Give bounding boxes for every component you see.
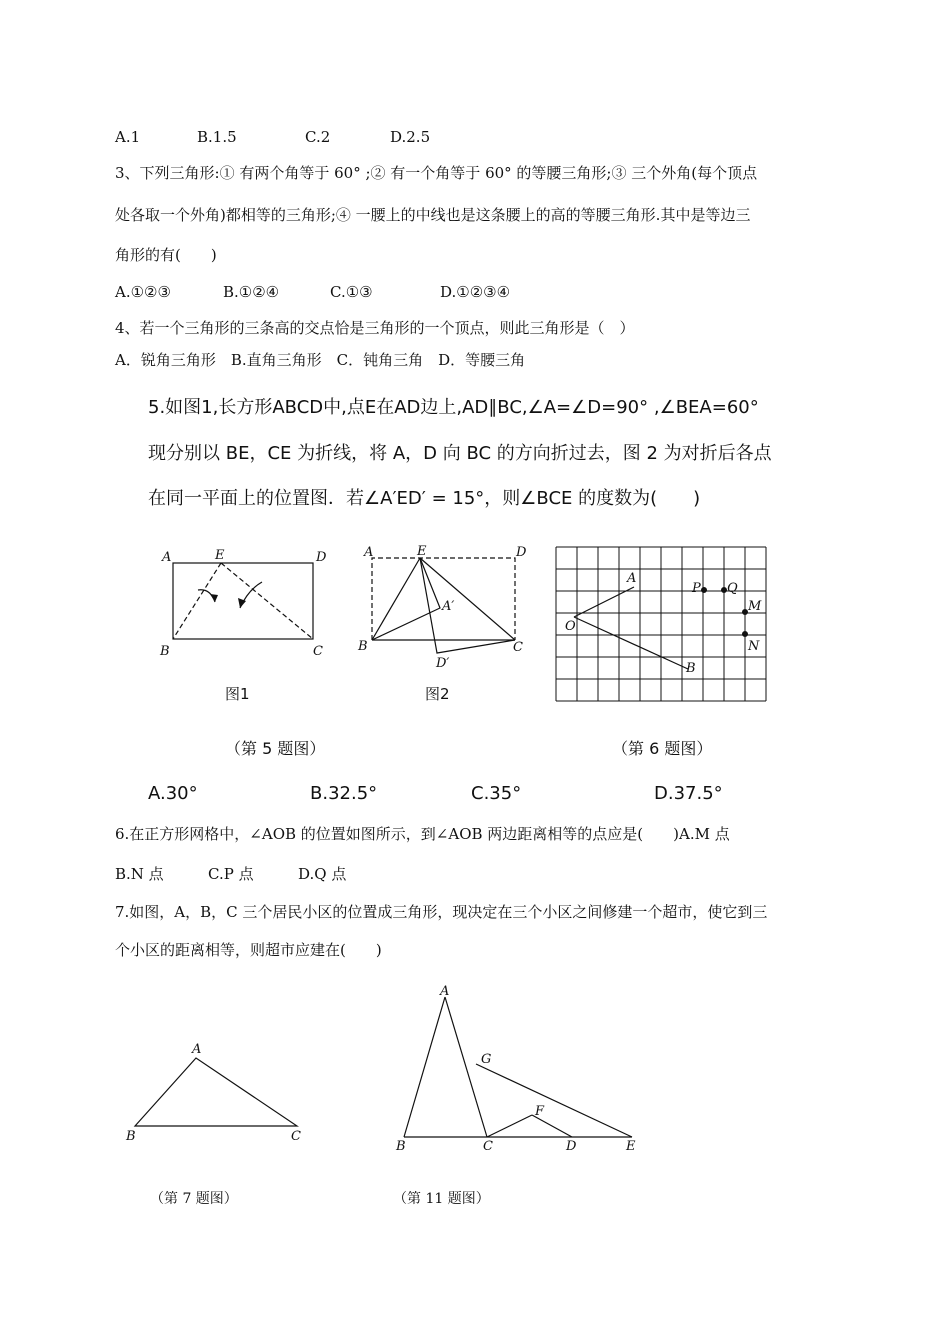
fig2-fold-d <box>420 558 515 653</box>
fig2-label-b: B <box>358 639 368 654</box>
q6-option-d: D.Q 点 <box>298 865 347 883</box>
figure-11 <box>404 997 632 1137</box>
point-m <box>743 610 748 615</box>
q2-option-c: C.2 <box>305 128 331 146</box>
fig11-side-ab <box>404 997 445 1137</box>
q5-option-c: C.35° <box>471 783 522 804</box>
q3-option-a: A.①②③ <box>115 283 171 301</box>
fig1-fold-ce <box>221 563 313 639</box>
fig1-label-d: D <box>316 550 327 565</box>
fig1-label-e: E <box>215 548 225 563</box>
q3-line2: 处各取一个外角)都相等的三角形;④ 一腰上的中线也是这条腰上的高的等腰三角形.其中是等边三 <box>115 206 751 224</box>
grid-label-m: M <box>748 599 762 614</box>
q5-line2: 现分别以 BE，CE 为折线，将 A，D 向 BC 的方向折过去，图 2 为对折后各点 <box>148 443 772 464</box>
fig11-line-ge <box>476 1064 632 1137</box>
grid-label-b: B <box>686 661 696 676</box>
q2-option-d: D.2.5 <box>390 128 431 146</box>
q3-option-c: C.①③ <box>330 283 373 301</box>
fig11-label-c: C <box>483 1139 493 1154</box>
fig2-fold-a <box>372 558 440 640</box>
grid-lines <box>556 547 766 701</box>
point-p <box>702 588 707 593</box>
point-q <box>722 588 727 593</box>
fig1-label-a: A <box>162 550 172 565</box>
fig2-side-ce <box>420 558 515 640</box>
fig11-label-d: D <box>566 1139 577 1154</box>
fig1-caption: 图1 <box>225 685 250 703</box>
q11-figure-caption: （第 11 题图） <box>393 1191 490 1207</box>
fig2-label-c: C <box>513 640 523 655</box>
q4-options: A．锐角三角形 B.直角三角形 C．钝角三角 D．等腰三角 <box>115 351 526 369</box>
q5-figure-caption: （第 5 题图） <box>225 739 326 758</box>
grid-label-o: O <box>565 619 576 634</box>
figure-1 <box>173 563 313 639</box>
ray-ob <box>574 617 688 669</box>
q6-line1: 6.在正方形网格中，∠AOB 的位置如图所示，到∠AOB 两边距离相等的点应是( )A.M 点 <box>115 825 730 843</box>
fig2-label-d-prime: D′ <box>436 656 450 671</box>
q7-line1: 7.如图，A，B，C 三个居民小区的位置成三角形，现决定在三个小区之间修建一个超市，使它到三 <box>115 903 768 921</box>
fig11-label-g: G <box>481 1052 492 1067</box>
fig2-caption: 图2 <box>425 685 450 703</box>
q3-line3: 角形的有( ) <box>115 246 217 264</box>
fig11-side-ac <box>445 997 487 1137</box>
q5-line3: 在同一平面上的位置图．若∠A′ED′ = 15°，则∠BCE 的度数为( ) <box>148 488 701 509</box>
q5-line1: 5.如图1,长方形ABCD中,点E在AD边上,AD∥BC,∠A=∠D=90° ,∠BEA=60° <box>148 397 759 418</box>
q2-option-a: A.1 <box>115 128 141 146</box>
fig7-label-c: C <box>291 1129 301 1144</box>
grid-label-n: N <box>748 639 760 654</box>
fig2-label-e: E <box>417 544 427 559</box>
q7-line2: 个小区的距离相等，则超市应建在( ) <box>115 941 382 959</box>
fig1-fold-be <box>173 563 221 639</box>
q5-option-d: D.37.5° <box>654 783 723 804</box>
point-n <box>743 632 748 637</box>
fig11-label-e: E <box>626 1139 636 1154</box>
fig7-triangle <box>135 1058 297 1126</box>
fig2-label-a-prime: A′ <box>442 599 455 614</box>
q3-option-b: B.①②④ <box>223 283 280 301</box>
fig7-label-a: A <box>192 1042 202 1057</box>
fig1-label-b: B <box>160 644 170 659</box>
fig11-line-cf <box>487 1115 532 1137</box>
fig11-label-f: F <box>535 1104 545 1119</box>
fig2-side-be <box>372 558 420 640</box>
grid-label-p: P <box>692 581 701 596</box>
q6-option-b: B.N 点 <box>115 865 164 883</box>
q3-option-d: D.①②③④ <box>440 283 511 301</box>
fig11-label-b: B <box>396 1139 406 1154</box>
q3-line1: 3、下列三角形:① 有两个角等于 60° ;② 有一个角等于 60° 的等腰三角形;③ 三个外角(每个顶点 <box>115 164 758 182</box>
q4-line1: 4、若一个三角形的三条高的交点恰是三角形的一个顶点，则此三角形是（ ） <box>115 319 635 337</box>
fig11-label-a: A <box>440 984 450 999</box>
q7-figure-caption: （第 7 题图） <box>150 1191 238 1207</box>
grid-figure <box>556 547 766 701</box>
q6-option-c: C.P 点 <box>208 865 254 883</box>
q6-figure-caption: （第 6 题图） <box>612 739 713 758</box>
grid-label-a: A <box>627 571 637 586</box>
q2-option-b: B.1.5 <box>197 128 237 146</box>
fig1-label-c: C <box>313 644 323 659</box>
fig7-label-b: B <box>126 1129 136 1144</box>
q5-option-a: A.30° <box>148 783 198 804</box>
figure-7 <box>135 1058 297 1126</box>
q5-option-b: B.32.5° <box>310 783 378 804</box>
fig2-label-a: A <box>364 545 374 560</box>
grid-label-q: Q <box>727 581 738 596</box>
fig2-label-d: D <box>516 545 527 560</box>
